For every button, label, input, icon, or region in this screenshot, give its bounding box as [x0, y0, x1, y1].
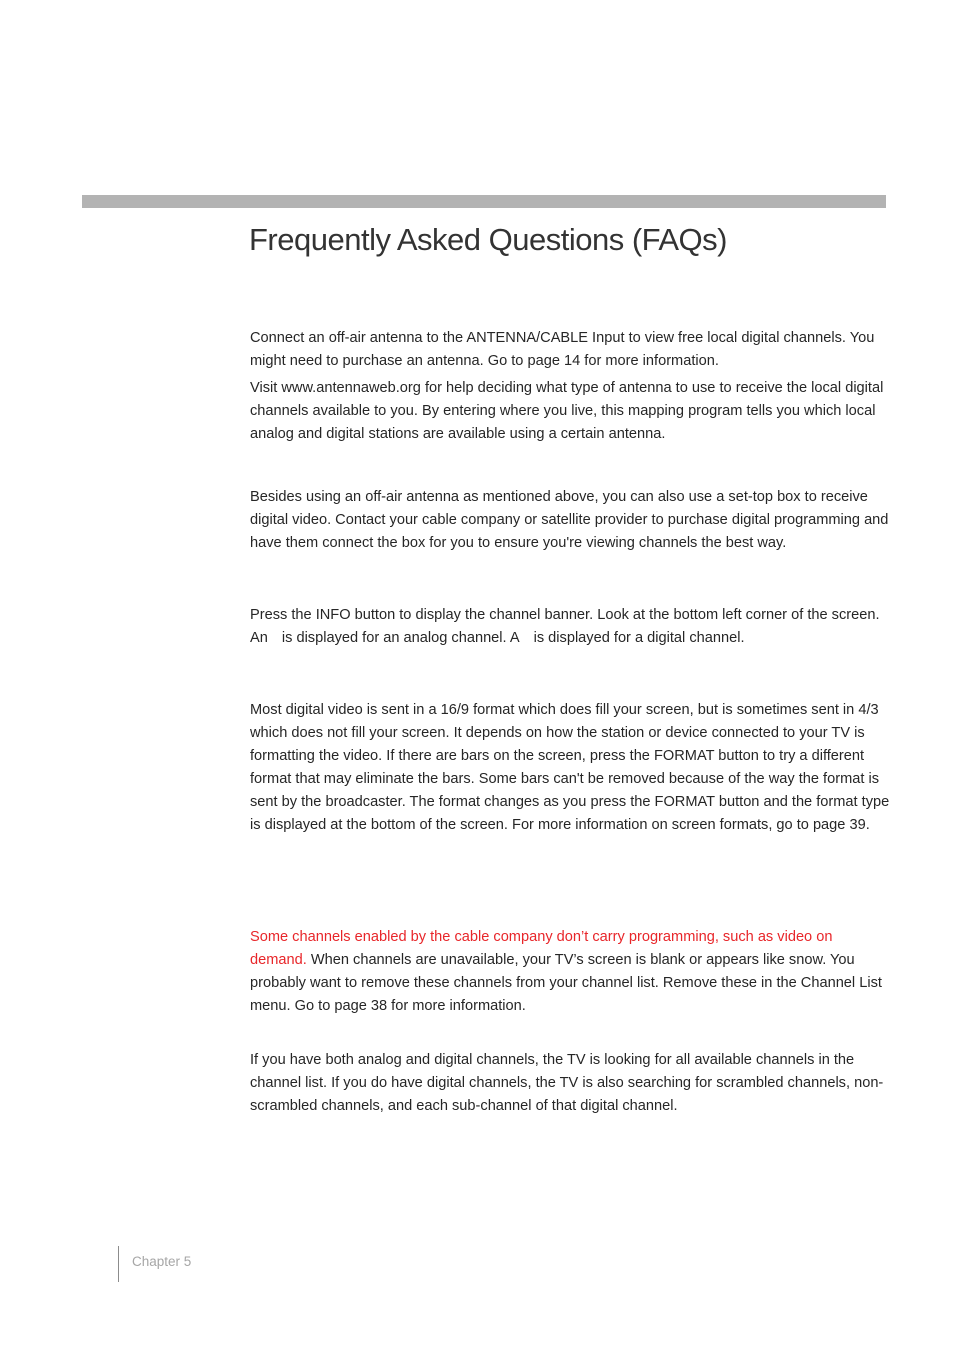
- header-bar: [82, 195, 886, 208]
- info-text-part-3: is displayed for a digital channel.: [533, 630, 745, 646]
- chapter-label: Chapter 5: [132, 1254, 192, 1269]
- page-title: Frequently Asked Questions (FAQs): [249, 222, 727, 257]
- antenna-paragraph-1: Connect an off-air antenna to the ANTENNA/CABLE Input to view free local digital channels. You might need to purchase an antenna. Go to page 14 for more information.: [250, 330, 875, 369]
- highlighted-text: Some channels enabled by the cable company don’t carry programming, such as video on demand.: [250, 929, 833, 968]
- info-button-paragraph: [250, 604, 890, 650]
- settop-box-paragraph: Besides using an off-air antenna as mentioned above, you can also use a set-top box to receive digital video. Contact your cable company or satellite provider to purchase digital programming and have them connect the box for you to ensure you're viewing channels the best way.: [250, 489, 889, 551]
- unavailable-channels-text: When channels are unavailable, your TV’s screen is blank or appears like snow. You probably want to remove these channels from your channel list. Remove these in the Channel List menu. Go to page 38 for more information.: [250, 952, 882, 1014]
- format-paragraph: Most digital video is sent in a 16/9 format which does fill your screen, but is sometimes sent in 4/3 which does not fill your screen. It depends on how the station or device connected to your TV is formatting the video. If there are bars on the screen, press the FORMAT button to try a different format that may eliminate the bars. Some bars can't be removed because of the way the format is sent by the broadcaster. The format changes as you press the FORMAT button and the format type is displayed at the bottom of the screen. For more information on screen formats, go to page 39.: [250, 702, 890, 833]
- info-text-part-2: is displayed for an analog channel. A: [281, 630, 520, 646]
- info-text-part-1: Press the INFO button to display the channel banner. Look at the bottom left corner of the screen. An: [250, 607, 880, 646]
- antenna-paragraph-2: Visit www.antennaweb.org for help deciding what type of antenna to use to receive the local digital channels available to you. By entering where you live, this mapping program tells you which local analog and digital stations are available using a certain antenna.: [250, 380, 884, 442]
- footer-divider: [118, 1246, 119, 1282]
- unavailable-channels-paragraph: [250, 926, 890, 1018]
- channel-scan-paragraph: If you have both analog and digital channels, the TV is looking for all available channels in the channel list. If you do have digital channels, the TV is also searching for scrambled channels, non-scrambled channels, and each sub-channel of that digital channel.: [250, 1052, 884, 1114]
